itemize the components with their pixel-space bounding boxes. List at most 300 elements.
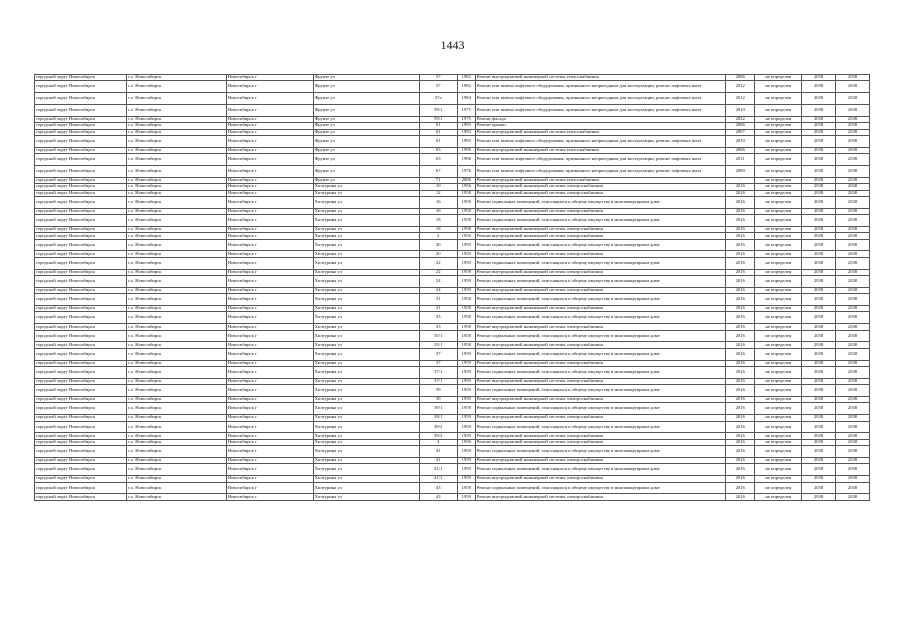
settlement-cell: г.о. Новосибирск [127,385,227,397]
capital-repair-table [34,74,870,501]
city-cell: Новосибирск г [226,154,313,166]
planned-year-cell: 2038 [802,190,836,196]
municipality-cell: городской округ Новосибирск [35,385,127,397]
settlement-cell: г.о. Новосибирск [127,154,227,166]
city-cell: Новосибирск г [226,342,313,348]
service-term-cell: не определен [755,239,802,251]
build-year-cell: 1984 [457,93,475,105]
planned-year-end-cell: 2038 [836,385,870,397]
table-row [35,135,870,147]
last-repair-year-cell: 2016 [725,433,755,439]
municipality-cell: городской округ Новосибирск [35,269,127,275]
street-cell: Хилтурина ул [313,257,419,269]
planned-year-cell: 2038 [802,184,836,190]
service-term-cell: не определен [755,457,802,463]
house-number-cell: 18 [419,226,457,232]
settlement-cell: г.о. Новосибирск [127,75,227,81]
city-cell: Новосибирск г [226,378,313,384]
city-cell: Новосибирск г [226,494,313,500]
work-type-cell: Ремонт внутридомовой инженерной системы электроснабжения [475,184,725,190]
planned-year-end-cell: 2038 [836,257,870,269]
city-cell: Новосибирск г [226,147,313,153]
planned-year-cell: 2038 [802,433,836,439]
house-number-cell: 12 [419,190,457,196]
last-repair-year-cell: 2016 [725,421,755,433]
build-year-cell: 1958 [457,342,475,348]
house-number-cell: 37/1 [419,378,457,384]
planned-year-end-cell: 2038 [836,378,870,384]
table-row [35,482,870,494]
build-year-cell: 1958 [457,190,475,196]
build-year-cell: 1993 [457,129,475,135]
street-cell: Хилтурина ул [313,233,419,239]
house-number-cell: 33 [419,312,457,324]
service-term-cell: не определен [755,324,802,330]
street-cell: Фрунзе ул [313,75,419,81]
service-term-cell: не определен [755,233,802,239]
planned-year-cell: 2038 [802,239,836,251]
municipality-cell: городской округ Новосибирск [35,81,127,93]
city-cell: Новосибирск г [226,135,313,147]
municipality-cell: городской округ Новосибирск [35,433,127,439]
planned-year-cell: 2038 [802,348,836,360]
house-number-cell: 41/1 [419,476,457,482]
city-cell: Новосибирск г [226,269,313,275]
last-repair-year-cell: 2016 [725,233,755,239]
build-year-cell: 1959 [457,482,475,494]
city-cell: Новосибирск г [226,415,313,421]
house-number-cell: 31 [419,306,457,312]
work-type-cell: Ремонт подвальных помещений, относящихся к общему имуществу в многоквартирном доме [475,464,725,476]
settlement-cell: г.о. Новосибирск [127,104,227,116]
house-number-cell: 71 [419,177,457,183]
planned-year-cell: 2038 [802,208,836,214]
planned-year-end-cell: 2038 [836,415,870,421]
settlement-cell: г.о. Новосибирск [127,396,227,402]
settlement-cell: г.о. Новосибирск [127,165,227,177]
table-row [35,215,870,227]
last-repair-year-cell: 2016 [725,226,755,232]
work-type-cell: Ремонт фасада [475,116,725,122]
last-repair-year-cell: 2006 [725,75,755,81]
house-number-cell: 39 [419,385,457,397]
municipality-cell: городской округ Новосибирск [35,330,127,342]
city-cell: Новосибирск г [226,360,313,366]
work-type-cell: Ремонт подвальных помещений, относящихся к общему имуществу в многоквартирном доме [475,446,725,458]
city-cell: Новосибирск г [226,403,313,415]
house-number-cell: 22 [419,269,457,275]
planned-year-end-cell: 2038 [836,366,870,378]
house-number-cell: 57 [419,75,457,81]
build-year-cell: 1958 [457,312,475,324]
service-term-cell: не определен [755,147,802,153]
service-term-cell: не определен [755,276,802,288]
last-repair-year-cell: 2016 [725,415,755,421]
planned-year-end-cell: 2038 [836,482,870,494]
service-term-cell: не определен [755,177,802,183]
municipality-cell: городской округ Новосибирск [35,177,127,183]
table-row [35,421,870,433]
municipality-cell: городской округ Новосибирск [35,378,127,384]
last-repair-year-cell: 2016 [725,403,755,415]
street-cell: Хилтурина ул [313,324,419,330]
work-type-cell: Ремонт или замена лифтового оборудования, признанного непригодным для эксплуатации, ремонт лифтовых шахт [475,154,725,166]
build-year-cell: 1975 [457,104,475,116]
planned-year-cell: 2038 [802,378,836,384]
settlement-cell: г.о. Новосибирск [127,366,227,378]
work-type-cell: Ремонт внутридомовой инженерной системы теплоснабжения [475,75,725,81]
build-year-cell: 1959 [457,269,475,275]
municipality-cell: городской округ Новосибирск [35,154,127,166]
street-cell: Хилтурина ул [313,396,419,402]
table-row [35,385,870,397]
last-repair-year-cell: 2022 [725,116,755,122]
municipality-cell: городской округ Новосибирск [35,239,127,251]
house-number-cell: 24 [419,276,457,288]
service-term-cell: не определен [755,330,802,342]
municipality-cell: городской округ Новосибирск [35,342,127,348]
settlement-cell: г.о. Новосибирск [127,123,227,129]
municipality-cell: городской округ Новосибирск [35,439,127,445]
settlement-cell: г.о. Новосибирск [127,342,227,348]
house-number-cell: 57а [419,93,457,105]
planned-year-end-cell: 2038 [836,342,870,348]
build-year-cell: 1959 [457,360,475,366]
build-year-cell: 1956 [457,439,475,445]
service-term-cell: не определен [755,135,802,147]
table-row [35,494,870,500]
house-number-cell: 37 [419,360,457,366]
work-type-cell: Ремонт внутридомовой инженерной системы электроснабжения [475,360,725,366]
last-repair-year-cell: 2009 [725,165,755,177]
service-term-cell: не определен [755,378,802,384]
street-cell: Хилтурина ул [313,403,419,415]
service-term-cell: не определен [755,257,802,269]
service-term-cell: не определен [755,421,802,433]
last-repair-year-cell: 2016 [725,385,755,397]
street-cell: Хилтурина ул [313,494,419,500]
planned-year-end-cell: 2038 [836,123,870,129]
city-cell: Новосибирск г [226,75,313,81]
service-term-cell: не определен [755,464,802,476]
settlement-cell: г.о. Новосибирск [127,306,227,312]
build-year-cell: 1959 [457,446,475,458]
build-year-cell: 1959 [457,457,475,463]
work-type-cell: Ремонт подвальных помещений, относящихся к общему имуществу в многоквартирном доме [475,403,725,415]
city-cell: Новосибирск г [226,306,313,312]
planned-year-cell: 2038 [802,81,836,93]
build-year-cell: 1959 [457,348,475,360]
municipality-cell: городской округ Новосибирск [35,215,127,227]
house-number-cell: 31 [419,294,457,306]
last-repair-year-cell: 2007 [725,129,755,135]
planned-year-cell: 2038 [802,177,836,183]
work-type-cell: Ремонт внутридомовой инженерной системы теплоснабжения [475,129,725,135]
municipality-cell: городской округ Новосибирск [35,190,127,196]
street-cell: Фрунзе ул [313,154,419,166]
street-cell: Хилтурина ул [313,476,419,482]
planned-year-cell: 2038 [802,215,836,227]
municipality-cell: городской округ Новосибирск [35,312,127,324]
table-row [35,330,870,342]
build-year-cell: 1996 [457,147,475,153]
last-repair-year-cell: 2016 [725,215,755,227]
house-number-cell: 41 [419,457,457,463]
planned-year-end-cell: 2038 [836,421,870,433]
service-term-cell: не определен [755,75,802,81]
planned-year-end-cell: 2038 [836,177,870,183]
city-cell: Новосибирск г [226,276,313,288]
last-repair-year-cell: 2016 [725,251,755,257]
service-term-cell: не определен [755,208,802,214]
planned-year-cell: 2038 [802,226,836,232]
street-cell: Фрунзе ул [313,135,419,147]
service-term-cell: не определен [755,446,802,458]
city-cell: Новосибирск г [226,421,313,433]
service-term-cell: не определен [755,294,802,306]
municipality-cell: городской округ Новосибирск [35,348,127,360]
house-number-cell: 63 [419,154,457,166]
last-repair-year-cell: 2016 [725,464,755,476]
settlement-cell: г.о. Новосибирск [127,421,227,433]
city-cell: Новосибирск г [226,123,313,129]
work-type-cell: Ремонт внутридомовой инженерной системы электроснабжения [475,494,725,500]
work-type-cell: Ремонт внутридомовой инженерной системы электроснабжения [475,306,725,312]
planned-year-cell: 2038 [802,251,836,257]
planned-year-cell: 2038 [802,287,836,293]
last-repair-year-cell: 2016 [725,239,755,251]
work-type-cell: Ремонт подвальных помещений, относящихся к общему имуществу в многоквартирном доме [475,276,725,288]
city-cell: Новосибирск г [226,482,313,494]
planned-year-end-cell: 2038 [836,287,870,293]
settlement-cell: г.о. Новосибирск [127,415,227,421]
planned-year-cell: 2038 [802,494,836,500]
work-type-cell: Ремонт или замена лифтового оборудования, признанного непригодным для эксплуатации, ремонт лифтовых шахт [475,93,725,105]
settlement-cell: г.о. Новосибирск [127,446,227,458]
city-cell: Новосибирск г [226,312,313,324]
house-number-cell: 16 [419,208,457,214]
settlement-cell: г.о. Новосибирск [127,360,227,366]
planned-year-cell: 2038 [802,403,836,415]
street-cell: Хилтурина ул [313,208,419,214]
municipality-cell: городской округ Новосибирск [35,446,127,458]
build-year-cell: 1982 [457,81,475,93]
last-repair-year-cell: 2016 [725,312,755,324]
build-year-cell: 1993 [457,135,475,147]
street-cell: Хилтурина ул [313,464,419,476]
planned-year-cell: 2038 [802,123,836,129]
municipality-cell: городской округ Новосибирск [35,135,127,147]
planned-year-end-cell: 2038 [836,494,870,500]
service-term-cell: не определен [755,104,802,116]
work-type-cell: Ремонт внутридомовой инженерной системы электроснабжения [475,415,725,421]
city-cell: Новосибирск г [226,165,313,177]
table-row [35,93,870,105]
last-repair-year-cell: 2016 [725,348,755,360]
planned-year-cell: 2038 [802,147,836,153]
street-cell: Хилтурина ул [313,239,419,251]
build-year-cell: 1958 [457,294,475,306]
planned-year-cell: 2038 [802,306,836,312]
city-cell: Новосибирск г [226,93,313,105]
city-cell: Новосибирск г [226,348,313,360]
municipality-cell: городской округ Новосибирск [35,123,127,129]
house-number-cell: 67 [419,165,457,177]
street-cell: Хилтурина ул [313,184,419,190]
house-number-cell: 57 [419,81,457,93]
service-term-cell: не определен [755,312,802,324]
table-row [35,312,870,324]
planned-year-end-cell: 2038 [836,104,870,116]
city-cell: Новосибирск г [226,396,313,402]
service-term-cell: не определен [755,196,802,208]
last-repair-year-cell: 2016 [725,269,755,275]
build-year-cell: 1959 [457,366,475,378]
work-type-cell: Ремонт внутридомовой инженерной системы электроснабжения [475,476,725,482]
house-number-cell: 18 [419,215,457,227]
planned-year-cell: 2038 [802,457,836,463]
service-term-cell: не определен [755,366,802,378]
build-year-cell: 1959 [457,239,475,251]
city-cell: Новосибирск г [226,215,313,227]
last-repair-year-cell: 2016 [725,446,755,458]
house-number-cell: 4 [419,439,457,445]
city-cell: Новосибирск г [226,116,313,122]
service-term-cell: не определен [755,433,802,439]
work-type-cell: Ремонт внутридомовой инженерной системы электроснабжения [475,324,725,330]
street-cell: Фрунзе ул [313,165,419,177]
planned-year-end-cell: 2038 [836,226,870,232]
planned-year-cell: 2038 [802,129,836,135]
work-type-cell: Ремонт внутридомовой инженерной системы электроснабжения [475,439,725,445]
last-repair-year-cell: 2011 [725,154,755,166]
service-term-cell: не определен [755,81,802,93]
municipality-cell: городской округ Новосибирск [35,494,127,500]
work-type-cell: Ремонт внутридомовой инженерной системы электроснабжения [475,190,725,196]
build-year-cell: 1958 [457,324,475,330]
street-cell: Хилтурина ул [313,385,419,397]
last-repair-year-cell: 2010 [725,104,755,116]
last-repair-year-cell: 2016 [725,287,755,293]
planned-year-end-cell: 2038 [836,396,870,402]
planned-year-end-cell: 2038 [836,215,870,227]
municipality-cell: городской округ Новосибирск [35,257,127,269]
planned-year-cell: 2038 [802,165,836,177]
planned-year-end-cell: 2038 [836,147,870,153]
page-number: 1443 [440,38,465,52]
settlement-cell: г.о. Новосибирск [127,93,227,105]
settlement-cell: г.о. Новосибирск [127,208,227,214]
settlement-cell: г.о. Новосибирск [127,226,227,232]
house-number-cell: 2 [419,233,457,239]
last-repair-year-cell: 2016 [725,330,755,342]
planned-year-end-cell: 2038 [836,439,870,445]
table-row [35,196,870,208]
municipality-cell: городской округ Новосибирск [35,287,127,293]
settlement-cell: г.о. Новосибирск [127,403,227,415]
work-type-cell: Ремонт подвальных помещений, относящихся к общему имуществу в многоквартирном доме [475,312,725,324]
service-term-cell: не определен [755,287,802,293]
municipality-cell: городской округ Новосибирск [35,93,127,105]
street-cell: Фрунзе ул [313,129,419,135]
build-year-cell: 1958 [457,208,475,214]
street-cell: Хилтурина ул [313,287,419,293]
planned-year-cell: 2038 [802,294,836,306]
house-number-cell: 16 [419,196,457,208]
street-cell: Хилтурина ул [313,276,419,288]
work-type-cell: Ремонт подвальных помещений, относящихся к общему имуществу в многоквартирном доме [475,196,725,208]
work-type-cell: Ремонт подвальных помещений, относящихся к общему имуществу в многоквартирном доме [475,348,725,360]
settlement-cell: г.о. Новосибирск [127,196,227,208]
street-cell: Хилтурина ул [313,251,419,257]
municipality-cell: городской округ Новосибирск [35,165,127,177]
street-cell: Хилтурина ул [313,439,419,445]
street-cell: Хилтурина ул [313,294,419,306]
street-cell: Хилтурина ул [313,457,419,463]
house-number-cell: 22 [419,257,457,269]
municipality-cell: городской округ Новосибирск [35,129,127,135]
municipality-cell: городской округ Новосибирск [35,360,127,366]
municipality-cell: городской округ Новосибирск [35,75,127,81]
house-number-cell: 59/1 [419,116,457,122]
planned-year-end-cell: 2038 [836,476,870,482]
city-cell: Новосибирск г [226,294,313,306]
build-year-cell: 1959 [457,464,475,476]
city-cell: Новосибирск г [226,457,313,463]
street-cell: Хилтурина ул [313,446,419,458]
last-repair-year-cell: 2016 [725,184,755,190]
table-row [35,446,870,458]
work-type-cell: Ремонт подвальных помещений, относящихся к общему имуществу в многоквартирном доме [475,385,725,397]
settlement-cell: г.о. Новосибирск [127,433,227,439]
house-number-cell: 35/1 [419,330,457,342]
planned-year-cell: 2038 [802,330,836,342]
planned-year-cell: 2038 [802,93,836,105]
service-term-cell: не определен [755,226,802,232]
build-year-cell: 1959 [457,276,475,288]
planned-year-cell: 2038 [802,135,836,147]
work-type-cell: Ремонт или замена лифтового оборудования, признанного непригодным для эксплуатации, ремонт лифтовых шахт [475,135,725,147]
house-number-cell: 20 [419,239,457,251]
house-number-cell: 61 [419,135,457,147]
work-type-cell: Ремонт подвальных помещений, относящихся к общему имуществу в многоквартирном доме [475,239,725,251]
table-row [35,104,870,116]
street-cell: Фрунзе ул [313,147,419,153]
last-repair-year-cell: 2016 [725,306,755,312]
service-term-cell: не определен [755,385,802,397]
service-term-cell: не определен [755,348,802,360]
build-year-cell: 1975 [457,116,475,122]
street-cell: Хилтурина ул [313,415,419,421]
build-year-cell: 1958 [457,226,475,232]
planned-year-end-cell: 2038 [836,135,870,147]
city-cell: Новосибирск г [226,433,313,439]
street-cell: Фрунзе ул [313,81,419,93]
build-year-cell: 1993 [457,123,475,129]
table-row [35,294,870,306]
settlement-cell: г.о. Новосибирск [127,251,227,257]
planned-year-cell: 2038 [802,366,836,378]
planned-year-end-cell: 2038 [836,457,870,463]
service-term-cell: не определен [755,306,802,312]
table-row [35,403,870,415]
planned-year-cell: 2038 [802,104,836,116]
street-cell: Хилтурина ул [313,306,419,312]
planned-year-cell: 2038 [802,342,836,348]
planned-year-end-cell: 2038 [836,294,870,306]
work-type-cell: Ремонт внутридомовой инженерной системы электроснабжения [475,269,725,275]
house-number-cell: 61 [419,129,457,135]
